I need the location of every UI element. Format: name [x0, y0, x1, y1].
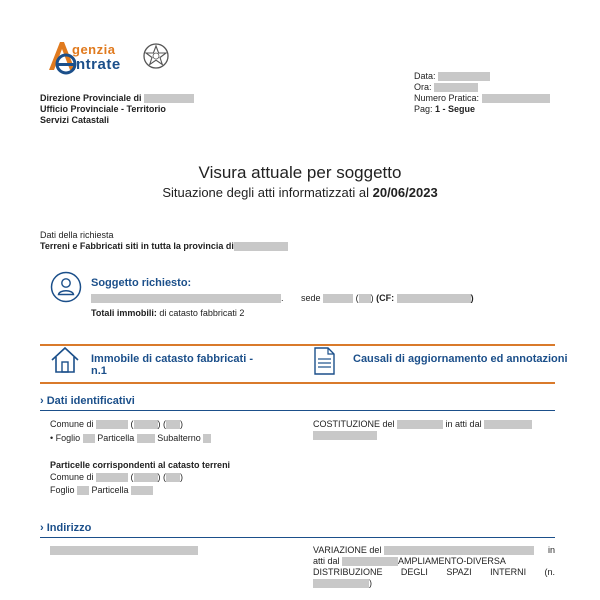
- immobile-title: Immobile di catasto fabbricati - n.1: [91, 353, 253, 377]
- office-line-3: Servizi Catastali: [40, 115, 110, 125]
- redacted-date: [438, 72, 490, 81]
- divider-top: [40, 344, 555, 346]
- causali-title: Causali di aggiornamento ed annotazioni: [353, 353, 568, 365]
- foglio-row: • Foglio Particella Subalterno: [50, 433, 211, 444]
- costituzione-row: COSTITUZIONE del in atti dal: [313, 419, 555, 441]
- meta-data-row: Data:: [414, 71, 550, 82]
- redacted-sede: [323, 294, 353, 303]
- redacted-province: [234, 242, 288, 251]
- logo-text-entrate: ntrate: [76, 56, 121, 73]
- subtitle-date: 20/06/2023: [372, 185, 438, 200]
- redacted-cf: [397, 294, 471, 303]
- foglio-terreni-row: Foglio Particella: [50, 485, 153, 496]
- redacted-pratica: [482, 94, 550, 103]
- comune-row: Comune di ( ) ( ): [50, 419, 184, 429]
- chevron-right-icon: ›: [40, 522, 44, 534]
- redacted-province: [144, 94, 194, 103]
- section-divider: [40, 537, 555, 538]
- user-icon: [50, 271, 82, 303]
- redacted-time: [434, 83, 478, 92]
- request-detail-row: Terreni e Fabbricati siti in tutta la provincia di: [40, 241, 288, 252]
- subject-label: Soggetto richiesto:: [91, 277, 192, 289]
- divider-bottom: [40, 382, 555, 384]
- subject-totals-row: Totali immobili: di catasto fabbricati 2: [91, 308, 245, 318]
- document-icon: [313, 347, 335, 375]
- address-row: [50, 545, 198, 555]
- indirizzo-heading: › Indirizzo: [40, 522, 92, 534]
- redacted-prov: [359, 294, 371, 303]
- request-label: Dati della richiesta: [40, 230, 114, 240]
- office-line-1: Direzione Provinciale di: [40, 93, 194, 104]
- logo-text-agenzia: genzia: [72, 42, 116, 57]
- chevron-right-icon: ›: [40, 395, 44, 407]
- variazione-block: VARIAZIONE del in atti dal AMPLIAMENTO-DIVERSA DISTRIBUZIONE DEGLI SPAZI INTERNI (n. ): [313, 545, 555, 588]
- meta-pag-row: Pag: 1 - Segue: [414, 104, 476, 114]
- comune-terreni-row: Comune di ( ) ( ): [50, 472, 184, 482]
- redacted-name: [91, 294, 281, 303]
- corrispondenti-heading: Particelle corrispondenti al catasto terreni: [50, 460, 231, 470]
- document-meta: [414, 71, 550, 115]
- italian-republic-seal-icon: [142, 42, 170, 70]
- page-subtitle: Situazione degli atti informatizzati al 20/06/2023: [162, 185, 438, 200]
- office-line-2: Ufficio Provinciale - Territorio: [40, 104, 166, 114]
- subject-identity-row: . sede ( ) (CF: ): [91, 293, 474, 303]
- redacted-address: [50, 546, 198, 555]
- office-block: [40, 93, 194, 126]
- house-icon: [50, 346, 80, 374]
- section-divider: [40, 410, 555, 411]
- request-block: [40, 230, 288, 252]
- agenzia-entrate-logo: [46, 40, 176, 76]
- meta-pratica-row: Numero Pratica:: [414, 93, 550, 104]
- meta-ora-row: Ora:: [414, 82, 550, 93]
- dati-identificativi-heading: › Dati identificativi: [40, 395, 135, 407]
- page-title: Visura attuale per soggetto: [198, 163, 402, 182]
